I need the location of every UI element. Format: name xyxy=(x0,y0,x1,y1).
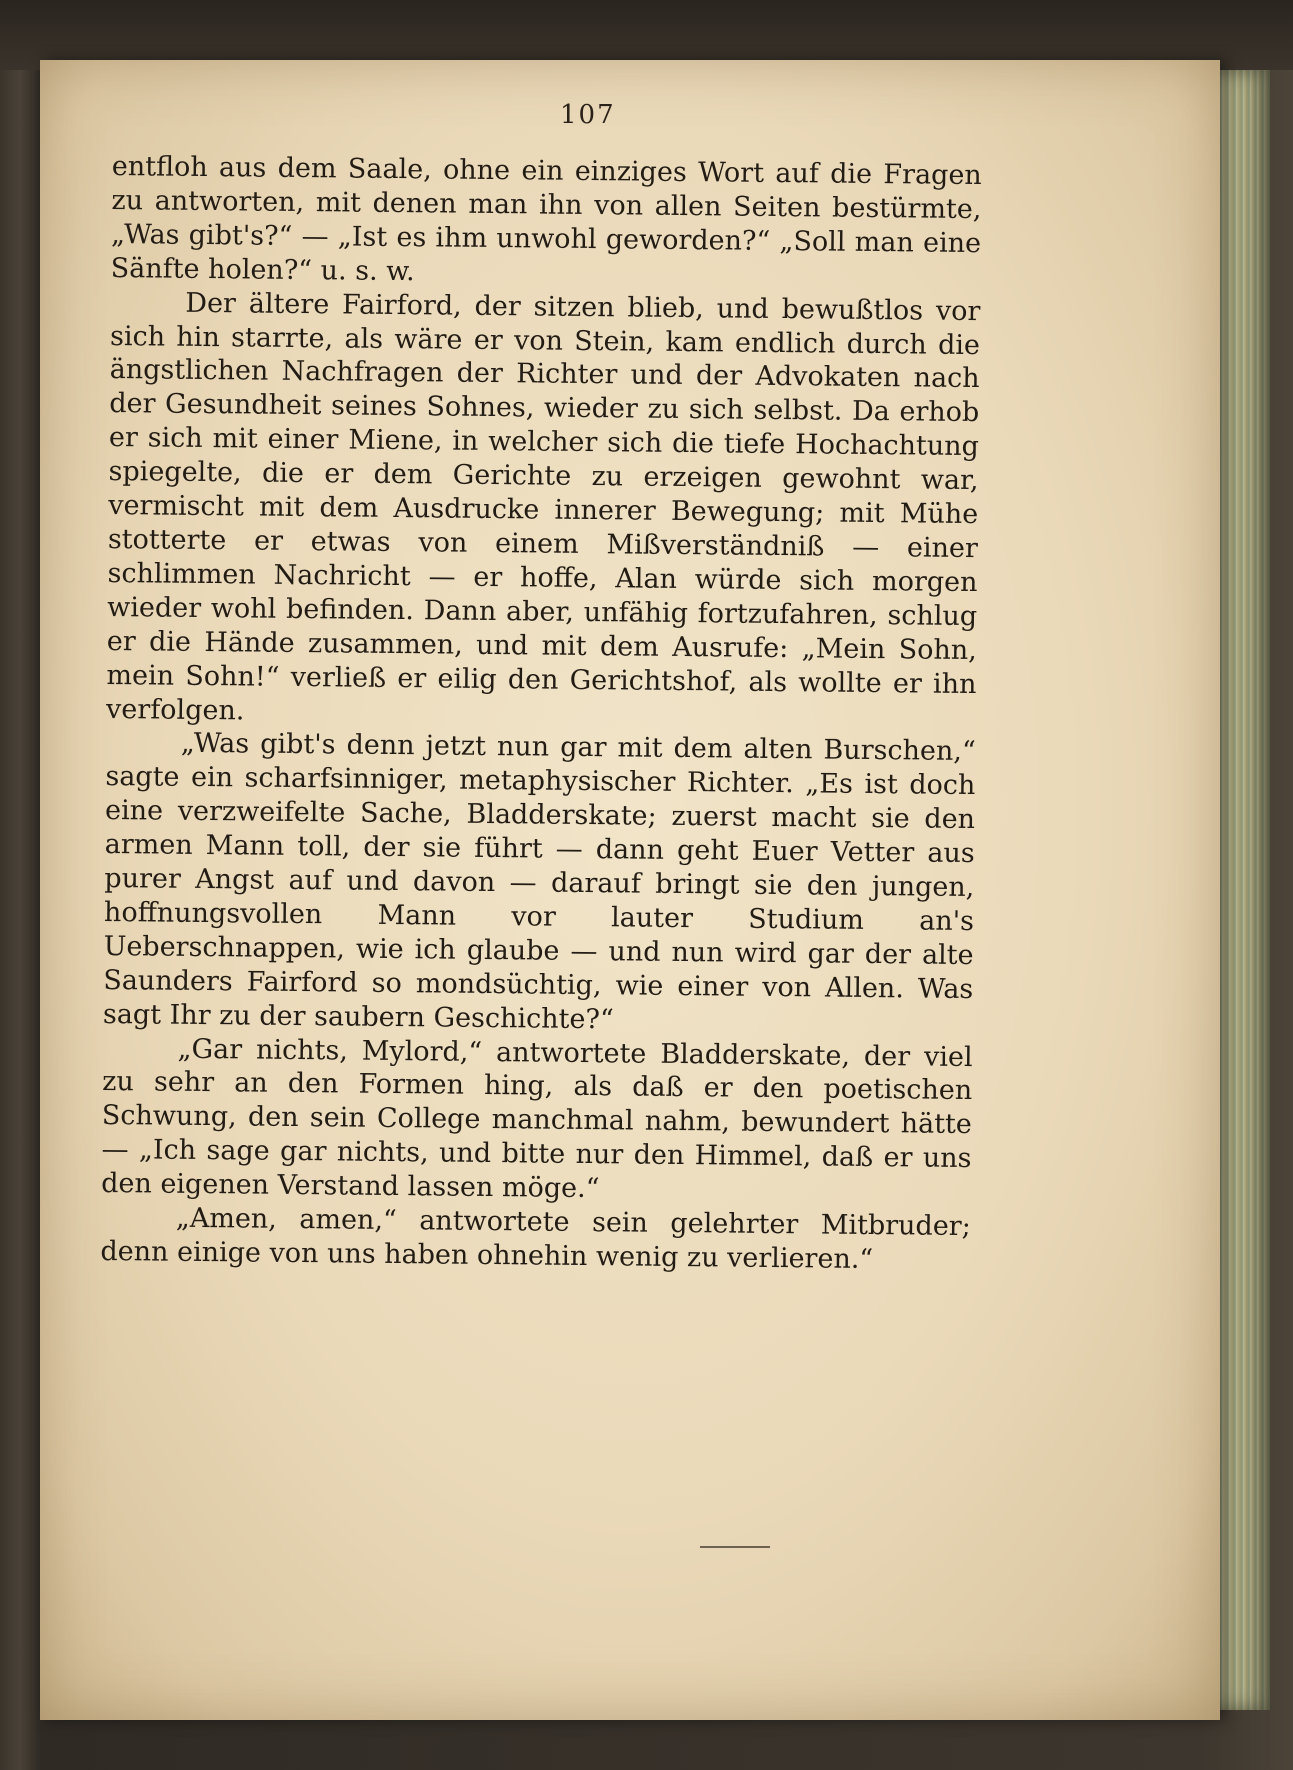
paragraph: „Was gibt's denn jetzt nun gar mit dem alten Burschen,“ sagte ein scharfsinniger, metaphysischer Richter. „Es ist doch eine verzweifelte Sache, Bladderskate; zuerst macht sie den armen Mann toll, der sie führt — dann geht Euer Vetter aus purer Angst auf und davon — darauf bringt sie den jungen, hoffnungsvollen Mann vor lauter Studium an's Ueberschnappen, wie ich glaube — und nun wird gar der alte Saunders Fairford so mondsüchtig, wie einer von Allen. Was sagt Ihr zu der saubern Geschichte?“ xyxy=(102,728,976,1035)
paragraph: „Amen, amen,“ antwortete sein gelehrter Mitbruder; denn einige von uns haben ohnehin wenig zu verlieren.“ xyxy=(100,1202,971,1276)
paragraph: Der ältere Fairford, der sitzen blieb, und bewußtlos vor sich hin starrte, als wäre er von Stein, kam endlich durch die ängstlichen Nachfragen der Richter und der Advokaten nach der Gesundheit seines Sohnes, wieder zu sich selbst. Da erhob er sich mit einer Miene, in welcher sich die tiefe Hochachtung spiegelte, die er dem Gerichte zu erzeigen gewohnt war, vermischt mit dem Ausdrucke innerer Bewegung; mit Mühe stotterte er etwas von einem Mißverständniß — einer schlimmen Nachricht — er hoffe, Alan würde sich morgen wieder wohl befinden. Dann aber, unfähig fortzufahren, schlug er die Hände zusammen, und mit dem Ausrufe: „Mein Sohn, mein Sohn!“ verließ er eilig den Gerichtshof, als wollte er ihn verfolgen. xyxy=(105,287,981,726)
page-number: 107 xyxy=(560,100,616,130)
end-rule xyxy=(700,1546,770,1548)
page-body xyxy=(100,150,982,1278)
paragraph: „Gar nichts, Mylord,“ antwortete Bladderskate, der viel zu sehr an den Formen hing, als daß er den poetischen Schwung, den sein College manchmal nahm, bewundert hätte — „Ich sage gar nichts, und bitte nur den Himmel, daß er uns den eigenen Verstand lassen möge.“ xyxy=(101,1033,973,1205)
paragraph: entfloh aus dem Saale, ohne ein einziges Wort auf die Fragen zu antworten, mit denen man ihn von allen Seiten bestürmte, „Was gibt's?“ — „Ist es ihm unwohl geworden?“ „Soll man eine Sänfte holen?“ u. s. w. xyxy=(110,150,982,287)
